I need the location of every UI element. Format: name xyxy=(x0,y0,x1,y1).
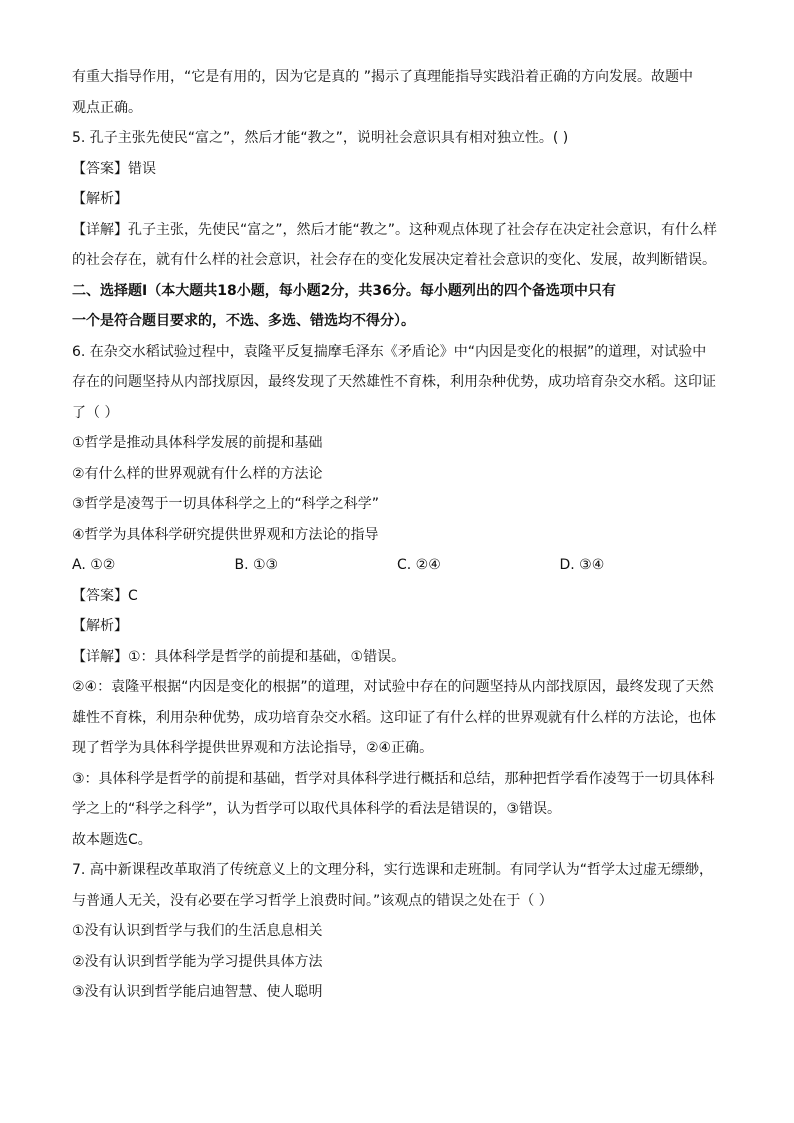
detail-text: 的社会存在，就有什么样的社会意识，社会存在的变化发展决定着社会意识的变化、发展，故判断错误。 xyxy=(72,252,716,268)
analysis-label: 【解析】 xyxy=(72,191,128,207)
detail-text: 【详解】①：具体科学是哲学的前提和基础，①错误。 xyxy=(72,648,406,665)
question-5-stem: 5. 孔子主张先使民“富之”，然后才能“教之”，说明社会意识具有相对独立性。( ) xyxy=(72,130,569,146)
section-heading: 二、选择题Ⅰ（本大题共18小题，每小题2分，共36分。每小题列出的四个备选项中只有 xyxy=(72,282,616,299)
options-row xyxy=(72,550,722,581)
analysis-label: 【解析】 xyxy=(72,618,128,634)
option-c: C. ②④ xyxy=(397,557,441,573)
statement-item: ①哲学是推动具体科学发展的前提和基础 xyxy=(72,435,323,451)
option-b: B. ①③ xyxy=(234,557,279,573)
question-6-stem: 了（ ） xyxy=(72,404,119,421)
detail-text: 故本题选C。 xyxy=(72,831,152,848)
question-7-stem: 7. 高中新课程改革取消了传统意义上的文理分科，实行选课和走班制。有同学认为“哲学太过虚无缥缈， xyxy=(72,862,714,878)
statement-item: ③哲学是凌驾于一切具体科学之上的“科学之科学” xyxy=(72,496,380,512)
statement-item: ②没有认识到哲学能为学习提供具体方法 xyxy=(72,953,323,970)
question-6-stem: 6. 在杂交水稻试验过程中，袁隆平反复揣摩毛泽东《矛盾论》中“内因是变化的根据”的道理，对试验中 xyxy=(72,343,707,360)
answer-label: 【答案】错误 xyxy=(72,160,156,177)
detail-text: 【详解】孔子主张，先使民“富之”，然后才能“教之”。这种观点体现了社会存在决定社会意识，有什么样 xyxy=(72,221,718,238)
statement-item: ①没有认识到哲学与我们的生活息息相关 xyxy=(72,923,323,939)
statement-item: ②有什么样的世界观就有什么样的方法论 xyxy=(72,465,323,482)
detail-text: 现了哲学为具体科学提供世界观和方法论指导，②④正确。 xyxy=(72,740,434,756)
detail-text: 雄性不育株，利用杂种优势，成功培育杂交水稻。这印证了有什么样的世界观就有什么样的方法论，也体 xyxy=(72,709,716,726)
document-page xyxy=(72,62,722,1008)
detail-text: ②④：袁隆平根据“内因是变化的根据”的道理，对试验中存在的问题坚持从内部找原因，最终发现了天然 xyxy=(72,679,714,695)
statement-item: ③没有认识到哲学能启迪智慧、使人聪明 xyxy=(72,984,323,1000)
detail-text: 学之上的“科学之科学”，认为哲学可以取代具体科学的看法是错误的，③错误。 xyxy=(72,801,562,817)
text-line: 有重大指导作用，“它是有用的，因为它是真的 ”揭示了真理能指导实践沿着正确的方向发展。故题中 xyxy=(72,69,693,85)
option-d: D. ③④ xyxy=(559,557,605,573)
option-a: A. ①② xyxy=(72,557,116,573)
detail-text: ③：具体科学是哲学的前提和基础，哲学对具体科学进行概括和总结，那种把哲学看作凌驾于一切具体科 xyxy=(72,770,715,787)
question-6-stem: 存在的问题坚持从内部找原因，最终发现了天然雄性不育株，利用杂种优势，成功培育杂交水稻。这印证 xyxy=(72,374,716,390)
question-7-stem: 与普通人无关，没有必要在学习哲学上浪费时间。”该观点的错误之处在于（ ） xyxy=(72,892,553,909)
answer-label: 【答案】C xyxy=(72,587,138,604)
statement-item: ④哲学为具体科学研究提供世界观和方法论的指导 xyxy=(72,526,379,543)
text-line: 观点正确。 xyxy=(72,99,142,116)
section-heading: 一个是符合题目要求的，不选、多选、错选均不得分）。 xyxy=(72,313,415,329)
